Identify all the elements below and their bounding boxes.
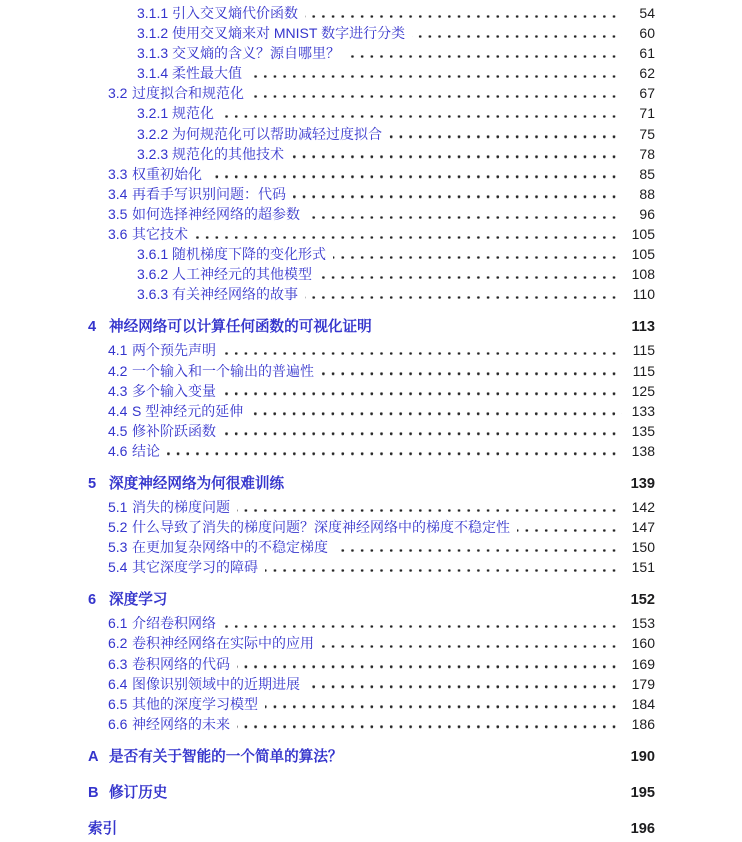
entry-page-number: 110: [632, 286, 655, 303]
entry-page-number: 78: [639, 145, 655, 162]
entry-page-number: 135: [631, 422, 655, 439]
entry-page-number: 139: [630, 475, 655, 492]
entry-number: 4: [88, 319, 97, 336]
toc-entry-link[interactable]: [88, 497, 655, 517]
dot-leader: [124, 830, 622, 833]
entry-page-number: 169: [631, 655, 655, 672]
entry-title: 引入交叉熵代价函数: [172, 5, 298, 21]
dot-leader: [307, 216, 622, 219]
toc-entry-link[interactable]: [88, 317, 655, 340]
entry-title: S 型神经元的延伸: [132, 402, 244, 419]
entry-page-number: 75: [639, 125, 655, 142]
entry-title: 卷积网络的代码: [132, 655, 230, 672]
entry-page-number: 150: [631, 539, 655, 556]
toc-entry-link[interactable]: [88, 103, 655, 123]
entry-title: 为何规范化可以帮助减轻过度拟合: [172, 125, 382, 142]
entry-number: 5.1: [108, 498, 128, 515]
entry-title: 索引: [88, 820, 118, 837]
entry-number: 6.6: [108, 715, 128, 732]
dot-leader: [412, 35, 622, 38]
toc-entry-link[interactable]: [88, 264, 655, 284]
entry-number: A: [88, 748, 99, 765]
toc-entry-link[interactable]: [88, 674, 655, 694]
toc-entry-link[interactable]: [88, 361, 655, 381]
entry-number: 4.6: [108, 442, 128, 459]
entry-page-number: 138: [631, 442, 655, 459]
dot-leader: [250, 412, 622, 415]
entry-page-number: 153: [631, 615, 655, 632]
dot-leader: [223, 625, 622, 628]
entry-title: 图像识别领域中的近期进展: [132, 675, 300, 692]
entry-number: 4.3: [108, 382, 128, 399]
entry-number: 5.4: [108, 559, 128, 576]
entry-title: 神经网络可以计算任何函数的可视化证明: [109, 319, 372, 336]
entry-title: 卷积神经网络在实际中的应用: [132, 635, 314, 652]
dot-leader: [347, 55, 622, 58]
entry-title: 其它深度学习的障碍: [132, 559, 258, 576]
entry-title: 一个输入和一个输出的普遍性: [132, 362, 314, 379]
entry-page-number: 88: [639, 185, 655, 202]
entry-title: 交叉熵的含义？源自哪里？: [172, 45, 340, 62]
dot-leader: [174, 601, 622, 604]
entry-title: 随机梯度下降的变化形式: [172, 246, 326, 263]
entry-page-number: 115: [632, 362, 655, 379]
entry-number: 3.4: [108, 185, 128, 202]
toc-entry-link[interactable]: [88, 819, 655, 842]
dot-leader: [237, 725, 622, 728]
entry-page-number: 142: [631, 498, 655, 515]
toc-entry-link[interactable]: [88, 124, 655, 144]
toc-entry-link[interactable]: [88, 441, 655, 461]
toc-entry-link[interactable]: [88, 63, 655, 83]
toc-entry-link[interactable]: [88, 3, 655, 23]
dot-leader: [195, 236, 622, 239]
dot-leader: [333, 256, 622, 259]
entry-title: 介绍卷积网络: [132, 615, 216, 632]
entry-title: 规范化: [172, 105, 214, 122]
entry-number: 3.1.4: [137, 65, 169, 82]
entry-number: 3.2.3: [137, 145, 169, 162]
dot-leader: [223, 432, 622, 435]
entry-page-number: 108: [631, 266, 655, 283]
dot-leader: [321, 645, 622, 648]
toc-entry-link[interactable]: [88, 590, 655, 613]
dot-leader: [307, 685, 622, 688]
toc-entry-link[interactable]: [88, 517, 655, 537]
entry-page-number: 67: [639, 85, 655, 102]
toc-entry-link[interactable]: [88, 164, 655, 184]
toc-entry-link[interactable]: [88, 783, 655, 806]
entry-number: 6.5: [108, 695, 128, 712]
toc-list: [88, 0, 655, 842]
entry-title: 多个输入变量: [132, 382, 216, 399]
entry-title: 规范化的其他技术: [172, 145, 284, 162]
entry-number: 3.1.2: [137, 25, 169, 42]
dot-leader: [517, 529, 622, 532]
entry-number: 3.1.3: [137, 45, 169, 62]
toc-entry-link[interactable]: [88, 43, 655, 63]
entry-page-number: 195: [630, 784, 655, 801]
entry-page-number: 96: [639, 205, 655, 222]
entry-number: 3.3: [108, 165, 128, 182]
entry-page-number: 147: [631, 519, 655, 536]
toc-entry-link[interactable]: [88, 747, 655, 770]
dot-leader: [291, 485, 622, 488]
entry-title: 修订历史: [109, 784, 168, 801]
entry-page-number: 105: [631, 226, 655, 243]
entry-number: 3.2.1: [137, 105, 169, 122]
dot-leader: [221, 115, 622, 118]
dot-leader: [389, 135, 622, 138]
dot-leader: [265, 569, 622, 572]
entry-title: 柔性最大值: [172, 65, 242, 82]
entry-number: 6.4: [108, 675, 128, 692]
entry-title: 深度学习: [109, 592, 168, 609]
dot-leader: [265, 705, 622, 708]
toc-entry-link[interactable]: [88, 714, 655, 734]
entry-title: 其他的深度学习模型: [132, 695, 258, 712]
toc-entry-link[interactable]: [88, 694, 655, 714]
entry-title: 什么导致了消失的梯度问题？深度神经网络中的梯度不稳定性: [132, 519, 510, 536]
entry-number: 6: [88, 592, 97, 609]
toc-entry-link[interactable]: [88, 654, 655, 674]
dot-leader: [350, 758, 622, 761]
dot-leader: [251, 95, 622, 98]
entry-number: 3.6.3: [137, 286, 169, 303]
entry-page-number: 160: [631, 635, 655, 652]
entry-number: 6.1: [108, 615, 128, 632]
entry-title: 是否有关于智能的一个简单的算法？: [109, 748, 343, 765]
entry-title: 消失的梯度问题: [132, 498, 230, 515]
entry-title: 再看手写识别问题：代码: [132, 185, 286, 202]
entry-number: 4.1: [108, 342, 128, 359]
entry-title: 其它技术: [132, 226, 188, 243]
entry-number: 4.2: [108, 362, 128, 379]
entry-page-number: 190: [630, 748, 655, 765]
entry-page-number: 60: [639, 25, 655, 42]
toc-entry-link[interactable]: [88, 557, 655, 577]
toc-entry-link[interactable]: [88, 340, 655, 360]
entry-number: 6.2: [108, 635, 128, 652]
entry-title: 结论: [132, 442, 160, 459]
toc-entry-link[interactable]: [88, 144, 655, 164]
dot-leader: [379, 328, 622, 331]
entry-page-number: 196: [630, 820, 655, 837]
toc-entry-link[interactable]: [88, 421, 655, 441]
dot-leader: [293, 195, 622, 198]
entry-title: 如何选择神经网络的超参数: [132, 205, 300, 222]
entry-page-number: 184: [631, 695, 655, 712]
entry-title: 人工神经元的其他模型: [172, 266, 312, 283]
entry-number: 3.2: [108, 85, 128, 102]
entry-number: 3.1.1: [137, 5, 169, 21]
entry-page-number: 125: [631, 382, 655, 399]
toc-entry-link[interactable]: [88, 204, 655, 224]
entry-page-number: 179: [631, 675, 655, 692]
toc-entry-link[interactable]: [88, 613, 655, 633]
dot-leader: [249, 75, 622, 78]
entry-number: 6.3: [108, 655, 128, 672]
entry-number: 3.6.1: [137, 246, 169, 263]
toc-entry-link[interactable]: [88, 474, 655, 497]
toc-entry-link[interactable]: [88, 381, 655, 401]
dot-leader: [223, 352, 622, 355]
toc-entry-link[interactable]: [88, 83, 655, 103]
entry-page-number: 61: [639, 45, 655, 62]
entry-page-number: 151: [631, 559, 655, 576]
entry-number: 5.3: [108, 539, 128, 556]
entry-page-number: 62: [639, 65, 655, 82]
toc-entry-link[interactable]: [88, 284, 655, 304]
entry-number: 3.5: [108, 205, 128, 222]
entry-number: 4.4: [108, 402, 128, 419]
dot-leader: [209, 175, 622, 178]
toc-entry-link[interactable]: [88, 244, 655, 264]
entry-title: 两个预先声明: [132, 342, 216, 359]
entry-number: B: [88, 784, 99, 801]
entry-title: 使用交叉熵来对 MNIST 数字进行分类: [172, 25, 406, 42]
entry-title: 在更加复杂网络中的不稳定梯度: [132, 539, 328, 556]
toc-entry-link[interactable]: [88, 401, 655, 421]
entry-page-number: 113: [631, 319, 655, 336]
toc-entry-link[interactable]: [88, 633, 655, 653]
entry-number: 4.5: [108, 422, 128, 439]
entry-title: 过度拟合和规范化: [132, 85, 244, 102]
dot-leader: [223, 392, 622, 395]
entry-number: 5: [88, 475, 97, 492]
entry-title: 权重初始化: [132, 165, 202, 182]
dot-leader: [237, 665, 622, 668]
toc-entry-link[interactable]: [88, 224, 655, 244]
dot-leader: [319, 276, 622, 279]
dot-leader: [291, 155, 622, 158]
entry-page-number: 115: [632, 342, 655, 359]
toc-entry-link[interactable]: [88, 184, 655, 204]
entry-page-number: 152: [630, 592, 655, 609]
entry-number: 3.2.2: [137, 125, 169, 142]
dot-leader: [335, 549, 622, 552]
dot-leader: [305, 15, 622, 18]
entry-number: 5.2: [108, 519, 128, 536]
entry-title: 神经网络的未来: [132, 715, 230, 732]
entry-number: 3.6: [108, 226, 128, 243]
dot-leader: [321, 372, 622, 375]
entry-title: 有关神经网络的故事: [172, 286, 298, 303]
toc-entry-link[interactable]: [88, 537, 655, 557]
entry-page-number: 54: [639, 5, 655, 21]
entry-title: 深度神经网络为何很难训练: [109, 475, 285, 492]
toc-entry-link[interactable]: [88, 23, 655, 43]
dot-leader: [237, 509, 622, 512]
entry-page-number: 105: [631, 246, 655, 263]
entry-page-number: 71: [639, 105, 655, 122]
dot-leader: [174, 794, 622, 797]
entry-title: 修补阶跃函数: [132, 422, 216, 439]
dot-leader: [167, 452, 622, 455]
entry-page-number: 186: [631, 715, 655, 732]
entry-number: 3.6.2: [137, 266, 169, 283]
entry-page-number: 85: [639, 165, 655, 182]
entry-page-number: 133: [631, 402, 655, 419]
dot-leader: [305, 296, 622, 299]
